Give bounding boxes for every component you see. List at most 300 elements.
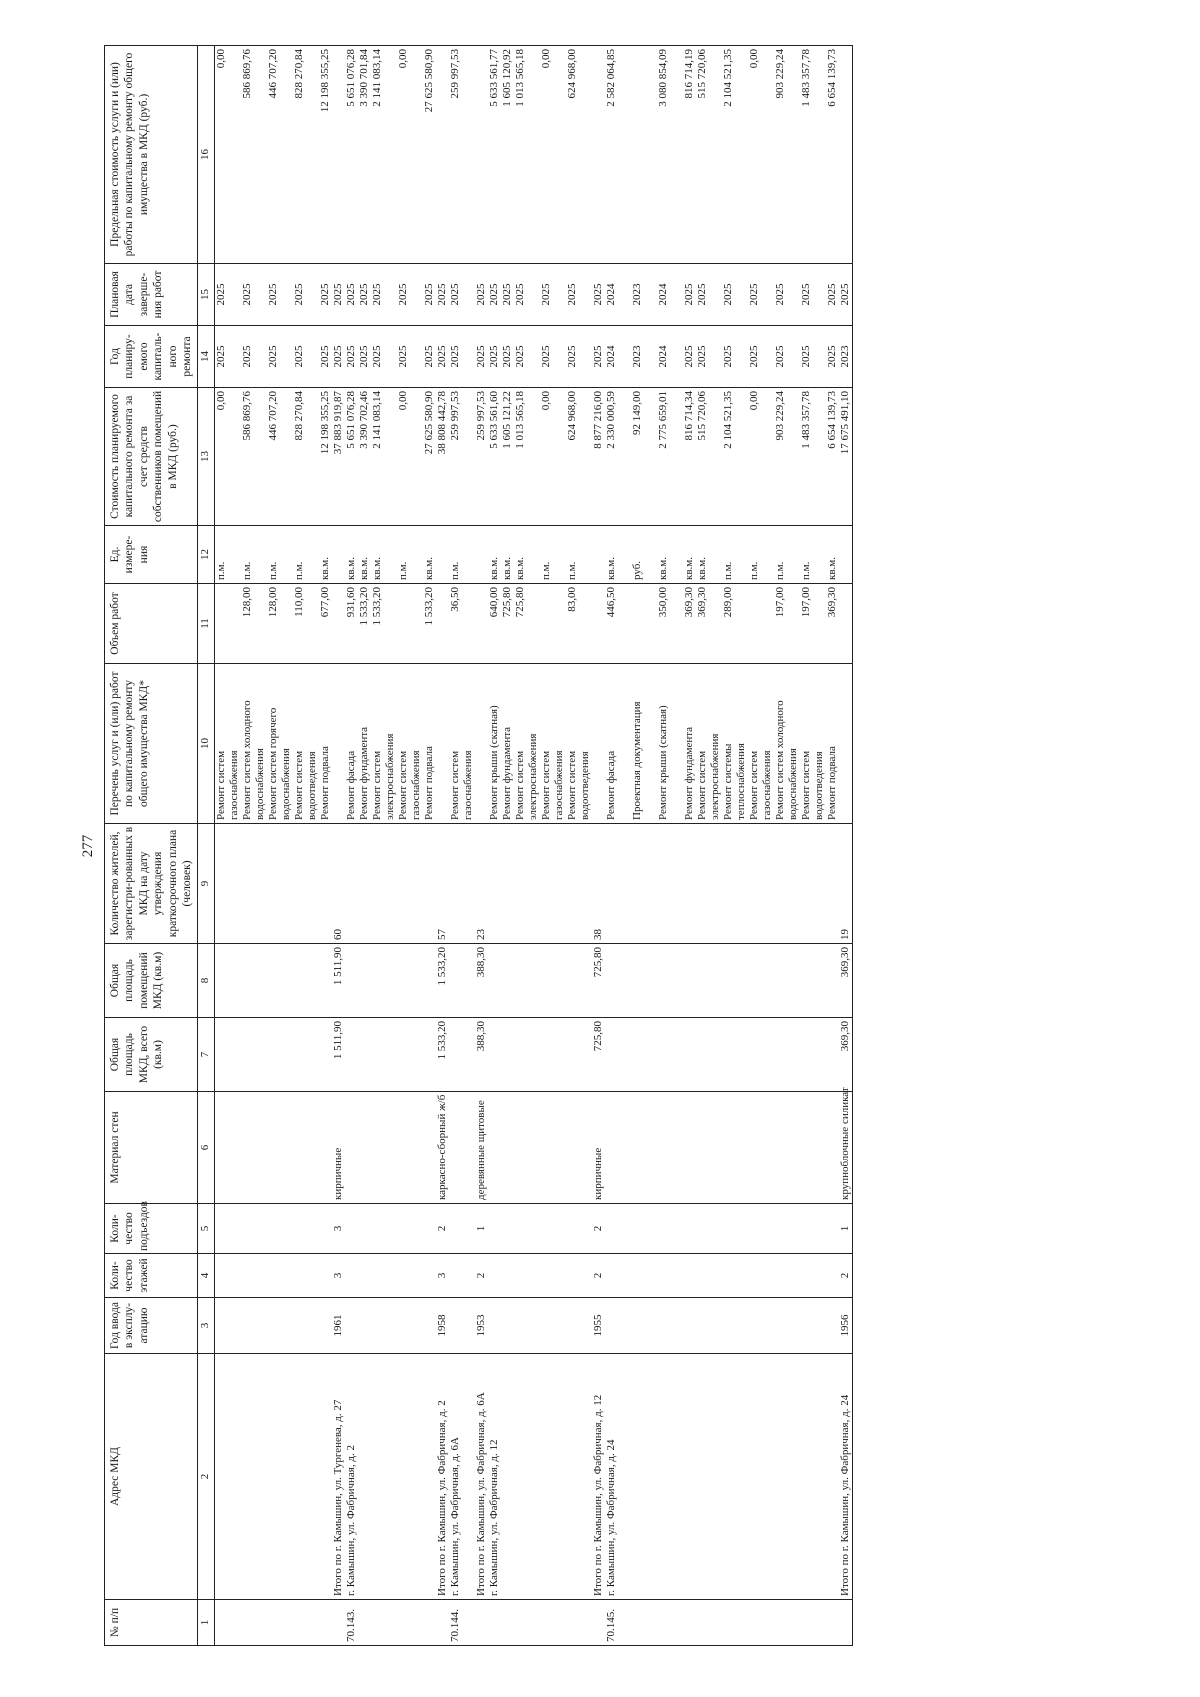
wall-material-cell [657,1092,670,1204]
table-row [449,46,462,1646]
row-number-cell [332,1600,345,1646]
year-built-cell [215,1298,229,1354]
completion-date-cell: 2025 [475,264,488,326]
total-area-cell [735,1018,748,1092]
max-cost-cell: 2 582 064,85 [605,46,618,264]
table-row [631,46,644,1646]
table-row [514,46,527,1646]
premises-area-cell [657,944,670,1018]
table-row [319,46,332,1646]
floors-cell [462,1254,475,1298]
premises-area-cell [800,944,813,1018]
max-cost-cell: 1 013 565,18 [514,46,527,264]
unit-cell [839,526,853,584]
unit-cell [306,526,319,584]
max-cost-cell: 0,00 [540,46,553,264]
max-cost-cell [813,46,826,264]
work-type-cell: Ремонт систем [293,664,306,824]
completion-date-cell [228,264,241,326]
max-cost-cell [709,46,722,264]
table-row [657,46,670,1646]
entrances-cell: 3 [332,1204,345,1254]
unit-cell: кв.м. [514,526,527,584]
floors-cell [319,1254,332,1298]
residents-cell [618,824,631,944]
repair-year-cell: 2025 [696,326,709,388]
premises-area-cell [228,944,241,1018]
cost-cell: 1 605 121,22 [501,388,514,526]
work-volume-cell [592,584,605,664]
premises-area-cell [241,944,254,1018]
year-built-cell [371,1298,384,1354]
wall-material-cell: кирпичные [592,1092,605,1204]
row-number-cell [553,1600,566,1646]
residents-cell [397,824,410,944]
column-header: Адрес МКД [105,1354,198,1600]
entrances-cell [722,1204,735,1254]
residents-cell [644,824,657,944]
floors-cell: 2 [592,1254,605,1298]
total-area-cell [657,1018,670,1092]
year-built-cell: 1956 [839,1298,853,1354]
row-number-cell [644,1600,657,1646]
unit-cell: кв.м. [488,526,501,584]
year-built-cell [748,1298,761,1354]
completion-date-cell: 2025 [514,264,527,326]
address-cell [280,1354,293,1600]
total-area-cell: 388,30 [475,1018,488,1092]
completion-date-cell: 2025 [332,264,345,326]
entrances-cell: 2 [436,1204,449,1254]
table-row [748,46,761,1646]
table-row [475,46,488,1646]
residents-cell [774,824,787,944]
repair-year-cell [280,326,293,388]
table-row [436,46,449,1646]
page-number: 277 [80,834,96,858]
cost-cell [254,388,267,526]
row-number-cell [709,1600,722,1646]
completion-date-cell: 2025 [800,264,813,326]
work-volume-cell [215,584,229,664]
wall-material-cell [722,1092,735,1204]
year-built-cell [254,1298,267,1354]
column-header: Год планиру-емого капиталь-ного ремонта [105,326,198,388]
address-cell [319,1354,332,1600]
total-area-cell [449,1018,462,1092]
max-cost-cell: 586 869,76 [241,46,254,264]
year-built-cell [605,1298,618,1354]
total-area-cell [813,1018,826,1092]
premises-area-cell: 725,80 [592,944,605,1018]
wall-material-cell [553,1092,566,1204]
repair-year-cell: 2025 [358,326,371,388]
unit-cell [410,526,423,584]
entrances-cell [358,1204,371,1254]
work-type-cell: газоснабжения [462,664,475,824]
completion-date-cell [787,264,800,326]
year-built-cell [280,1298,293,1354]
row-number-cell [384,1600,397,1646]
completion-date-cell: 2025 [748,264,761,326]
repair-year-cell: 2024 [605,326,618,388]
floors-cell: 2 [839,1254,853,1298]
entrances-cell [397,1204,410,1254]
total-area-cell [683,1018,696,1092]
work-type-cell [644,664,657,824]
work-volume-cell [553,584,566,664]
table-row [488,46,501,1646]
cost-cell: 259 997,53 [449,388,462,526]
completion-date-cell: 2025 [293,264,306,326]
column-header: Перечень услуг и (или) работ по капитальному ремонту общего имущества МКД* [105,664,198,824]
work-type-cell [332,664,345,824]
wall-material-cell [384,1092,397,1204]
row-number-cell [592,1600,605,1646]
floors-cell [670,1254,683,1298]
work-volume-cell [436,584,449,664]
table-row [774,46,787,1646]
address-cell [514,1354,527,1600]
total-area-cell [293,1018,306,1092]
work-type-cell: водоснабжения [280,664,293,824]
max-cost-cell: 6 654 139,73 [826,46,839,264]
unit-cell [579,526,592,584]
max-cost-cell: 0,00 [748,46,761,264]
cost-cell [462,388,475,526]
row-number-cell [800,1600,813,1646]
year-built-cell [397,1298,410,1354]
row-number-cell [631,1600,644,1646]
max-cost-cell: 515 720,06 [696,46,709,264]
year-built-cell [735,1298,748,1354]
cost-cell [644,388,657,526]
address-cell [618,1354,631,1600]
rotated-page [52,46,1152,1646]
repair-year-cell [618,326,631,388]
premises-area-cell [501,944,514,1018]
floors-cell [527,1254,540,1298]
wall-material-cell [514,1092,527,1204]
residents-cell [670,824,683,944]
year-built-cell [293,1298,306,1354]
premises-area-cell: 388,30 [475,944,488,1018]
completion-date-cell [709,264,722,326]
floors-cell [410,1254,423,1298]
total-area-cell [605,1018,618,1092]
table-row [644,46,657,1646]
cost-cell: 0,00 [397,388,410,526]
floors-cell [735,1254,748,1298]
table-row [553,46,566,1646]
premises-area-cell [306,944,319,1018]
max-cost-cell [787,46,800,264]
address-cell [787,1354,800,1600]
floors-cell [488,1254,501,1298]
cost-cell [709,388,722,526]
floors-cell [358,1254,371,1298]
year-built-cell [644,1298,657,1354]
table-row [618,46,631,1646]
entrances-cell [553,1204,566,1254]
row-number-cell [683,1600,696,1646]
wall-material-cell [462,1092,475,1204]
work-volume-cell [761,584,774,664]
year-built-cell [241,1298,254,1354]
wall-material-cell [787,1092,800,1204]
completion-date-cell [280,264,293,326]
cost-cell [306,388,319,526]
max-cost-cell [592,46,605,264]
year-built-cell [709,1298,722,1354]
table-row [800,46,813,1646]
work-type-cell: Ремонт систем [696,664,709,824]
address-cell [566,1354,579,1600]
work-volume-cell [228,584,241,664]
residents-cell [254,824,267,944]
year-built-cell [761,1298,774,1354]
unit-cell [592,526,605,584]
repair-year-cell: 2025 [371,326,384,388]
total-area-cell [761,1018,774,1092]
entrances-cell [410,1204,423,1254]
unit-cell [709,526,722,584]
max-cost-cell: 1 483 357,78 [800,46,813,264]
table-row [670,46,683,1646]
premises-area-cell [826,944,839,1018]
table-row [735,46,748,1646]
row-number-cell [293,1600,306,1646]
address-cell [410,1354,423,1600]
floors-cell: 3 [436,1254,449,1298]
cost-cell: 12 198 355,25 [319,388,332,526]
total-area-cell: 369,30 [839,1018,853,1092]
entrances-cell [761,1204,774,1254]
completion-date-cell [618,264,631,326]
column-number-row [198,46,215,1646]
work-type-cell [839,664,853,824]
address-cell [579,1354,592,1600]
row-number-cell [215,1600,229,1646]
completion-date-cell: 2025 [839,264,853,326]
completion-date-cell: 2025 [696,264,709,326]
completion-date-cell: 2025 [449,264,462,326]
entrances-cell [709,1204,722,1254]
premises-area-cell [527,944,540,1018]
row-number-cell [787,1600,800,1646]
repair-year-cell: 2025 [722,326,735,388]
work-volume-cell: 350,00 [657,584,670,664]
unit-cell: п.м. [800,526,813,584]
work-type-cell: водоотведения [579,664,592,824]
row-number-cell [839,1600,853,1646]
residents-cell [280,824,293,944]
cost-cell: 2 141 083,14 [371,388,384,526]
premises-area-cell [358,944,371,1018]
row-number-cell [696,1600,709,1646]
floors-cell [761,1254,774,1298]
repair-year-cell: 2024 [657,326,670,388]
address-cell [553,1354,566,1600]
work-type-cell: газоснабжения [410,664,423,824]
completion-date-cell [462,264,475,326]
work-type-cell: Ремонт фасада [605,664,618,824]
work-volume-cell: 197,00 [774,584,787,664]
premises-area-cell [631,944,644,1018]
wall-material-cell [241,1092,254,1204]
work-type-cell: газоснабжения [761,664,774,824]
cost-cell: 903 229,24 [774,388,787,526]
max-cost-cell [332,46,345,264]
year-built-cell [319,1298,332,1354]
work-volume-cell [397,584,410,664]
residents-cell: 60 [332,824,345,944]
table-row [410,46,423,1646]
completion-date-cell [735,264,748,326]
max-cost-cell [306,46,319,264]
row-number-cell [228,1600,241,1646]
address-cell [384,1354,397,1600]
year-built-cell [540,1298,553,1354]
floors-cell [683,1254,696,1298]
premises-area-cell [423,944,436,1018]
year-built-cell [228,1298,241,1354]
column-number: 10 [198,664,215,824]
year-built-cell [774,1298,787,1354]
completion-date-cell: 2025 [774,264,787,326]
repair-year-cell: 2025 [748,326,761,388]
floors-cell [657,1254,670,1298]
row-number-cell [254,1600,267,1646]
max-cost-cell: 2 141 083,14 [371,46,384,264]
floors-cell [644,1254,657,1298]
year-built-cell [527,1298,540,1354]
completion-date-cell: 2025 [215,264,229,326]
column-number: 2 [198,1354,215,1600]
entrances-cell [306,1204,319,1254]
table-row [345,46,358,1646]
floors-cell [501,1254,514,1298]
residents-cell [722,824,735,944]
completion-date-cell: 2024 [605,264,618,326]
work-type-cell: Ремонт систем [215,664,229,824]
work-type-cell: Ремонт систем холодного [241,664,254,824]
repair-year-cell: 2025 [774,326,787,388]
table-row [371,46,384,1646]
entrances-cell [813,1204,826,1254]
year-built-cell [800,1298,813,1354]
column-number: 12 [198,526,215,584]
unit-cell [553,526,566,584]
completion-date-cell: 2025 [566,264,579,326]
max-cost-cell [436,46,449,264]
unit-cell: п.м. [293,526,306,584]
repair-year-cell: 2025 [683,326,696,388]
premises-area-cell [735,944,748,1018]
total-area-cell [787,1018,800,1092]
table-row [566,46,579,1646]
total-area-cell [215,1018,229,1092]
row-number-cell [267,1600,280,1646]
unit-cell: кв.м. [423,526,436,584]
work-volume-cell: 83,00 [566,584,579,664]
wall-material-cell [566,1092,579,1204]
total-area-cell [384,1018,397,1092]
unit-cell: кв.м. [319,526,332,584]
total-area-cell [319,1018,332,1092]
unit-cell: кв.м. [345,526,358,584]
repair-year-cell [579,326,592,388]
row-number-cell [358,1600,371,1646]
completion-date-cell: 2025 [358,264,371,326]
premises-area-cell [540,944,553,1018]
floors-cell [787,1254,800,1298]
repair-year-cell [384,326,397,388]
row-number-cell [527,1600,540,1646]
row-number-cell [410,1600,423,1646]
residents-cell [657,824,670,944]
row-number-cell [280,1600,293,1646]
table-row [605,46,618,1646]
completion-date-cell [527,264,540,326]
max-cost-cell: 1 605 120,92 [501,46,514,264]
max-cost-cell [462,46,475,264]
wall-material-cell [397,1092,410,1204]
address-cell [501,1354,514,1600]
entrances-cell [748,1204,761,1254]
work-volume-cell [254,584,267,664]
address-cell [670,1354,683,1600]
repair-year-cell: 2025 [423,326,436,388]
max-cost-cell [631,46,644,264]
unit-cell: п.м. [449,526,462,584]
premises-area-cell [397,944,410,1018]
address-cell [696,1354,709,1600]
residents-cell [306,824,319,944]
floors-cell [449,1254,462,1298]
max-cost-cell: 3 390 701,84 [358,46,371,264]
completion-date-cell: 2025 [501,264,514,326]
total-area-cell [800,1018,813,1092]
year-built-cell [683,1298,696,1354]
max-cost-cell: 259 997,53 [449,46,462,264]
total-area-cell [722,1018,735,1092]
max-cost-cell [527,46,540,264]
repair-year-cell: 2025 [592,326,605,388]
year-built-cell [423,1298,436,1354]
entrances-cell [241,1204,254,1254]
table-row [722,46,735,1646]
column-header: Год ввода в эксплу-атацию [105,1298,198,1354]
table-row [267,46,280,1646]
cost-cell: 816 714,34 [683,388,696,526]
row-number-cell [475,1600,488,1646]
completion-date-cell [306,264,319,326]
table-row [228,46,241,1646]
completion-date-cell: 2025 [423,264,436,326]
max-cost-cell [280,46,293,264]
residents-cell [501,824,514,944]
cost-cell: 586 869,76 [241,388,254,526]
completion-date-cell: 2025 [722,264,735,326]
wall-material-cell [423,1092,436,1204]
work-volume-cell: 36,50 [449,584,462,664]
table-row [358,46,371,1646]
table-row [761,46,774,1646]
wall-material-cell [410,1092,423,1204]
completion-date-cell: 2025 [683,264,696,326]
entrances-cell [527,1204,540,1254]
